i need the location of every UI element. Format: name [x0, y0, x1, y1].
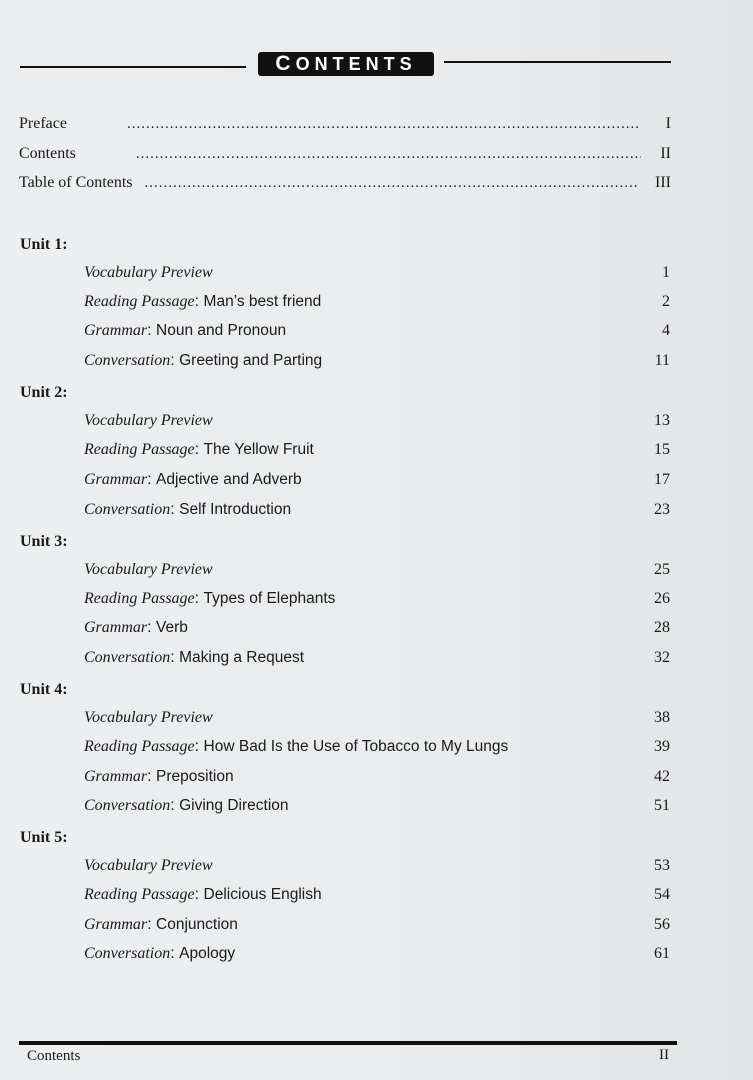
entry-page: 13 [654, 412, 670, 429]
entry-type: Reading Passage [84, 590, 195, 607]
entry-page: 61 [654, 945, 670, 962]
entry-type: Reading Passage [84, 886, 195, 903]
entry-page: 53 [654, 857, 670, 874]
entry-topic: How Bad Is the Use of Tobacco to My Lungs [203, 738, 509, 755]
entry-topic: Apology [179, 945, 236, 962]
toc-entry: Conversation: Making a Request 32 [84, 649, 670, 666]
entry-topic: Noun and Pronoun [156, 322, 287, 339]
toc-entry: Grammar: Conjunction 56 [84, 916, 670, 933]
dot-leader [127, 116, 641, 133]
entry-type: Conversation [84, 352, 171, 369]
toc-entry [84, 412, 670, 430]
footer-rule [19, 1041, 677, 1045]
dot-leader [145, 175, 639, 192]
entry-type: Vocabulary Preview [84, 561, 213, 578]
toc-entry: Reading Passage: Man’s best friend 2 [84, 293, 670, 310]
entry-page: 38 [654, 709, 670, 726]
entry-topic: Adjective and Adverb [156, 471, 302, 488]
front-matter-row [19, 145, 671, 167]
toc-entry [84, 264, 670, 282]
dot-leader [136, 146, 641, 163]
entry-type: Grammar [84, 768, 148, 785]
header-rule-left [20, 66, 246, 68]
entry-page: 51 [654, 797, 670, 814]
entry-page: 1 [662, 264, 670, 281]
entry-page: 32 [654, 649, 670, 666]
header-rule-right [444, 61, 671, 63]
front-matter-page: II [660, 145, 671, 162]
toc-entry: Reading Passage: Delicious English 54 [84, 886, 670, 903]
front-matter-page: I [665, 115, 671, 132]
entry-page: 15 [654, 441, 670, 458]
entry-page: 54 [654, 886, 670, 903]
front-matter-title: Contents [19, 145, 76, 162]
entry-type: Grammar [84, 619, 148, 636]
toc-entry: Grammar: Preposition 42 [84, 768, 670, 785]
entry-topic: Types of Elephants [203, 590, 336, 607]
entry-page: 2 [662, 293, 670, 310]
entry-topic: Greeting and Parting [179, 352, 323, 369]
front-matter-title: Preface [19, 115, 67, 132]
footer-section-label: Contents [27, 1048, 81, 1064]
entry-page: 39 [654, 738, 670, 755]
entry-page: 4 [662, 322, 670, 339]
entry-page: 42 [654, 768, 670, 785]
entry-type: Grammar [84, 916, 148, 933]
contents-heading-box [258, 52, 434, 76]
entry-type: Conversation [84, 649, 171, 666]
page-title: CONTENTS [275, 52, 417, 75]
entry-page: 28 [654, 619, 670, 636]
front-matter-page: III [655, 174, 671, 191]
entry-type: Vocabulary Preview [84, 857, 213, 874]
toc-entry: Grammar: Verb 28 [84, 619, 670, 636]
entry-type: Reading Passage [84, 441, 195, 458]
entry-topic: Delicious English [203, 886, 322, 903]
unit-heading: Unit 4: [20, 681, 68, 698]
toc-entry: Grammar: Adjective and Adverb 17 [84, 471, 670, 488]
entry-topic: Preposition [156, 768, 234, 785]
entry-type: Grammar [84, 471, 148, 488]
entry-topic: Conjunction [156, 916, 238, 933]
front-matter-title: Table of Contents [19, 174, 133, 191]
entry-page: 23 [654, 501, 670, 518]
entry-type: Reading Passage [84, 738, 195, 755]
toc-entry: Conversation: Giving Direction 51 [84, 797, 670, 814]
entry-topic: Man’s best friend [203, 293, 322, 310]
entry-page: 25 [654, 561, 670, 578]
entry-type: Vocabulary Preview [84, 264, 213, 281]
entry-type: Conversation [84, 501, 171, 518]
entry-type: Reading Passage [84, 293, 195, 310]
front-matter-row [19, 174, 671, 196]
entry-page: 17 [654, 471, 670, 488]
entry-topic: Making a Request [179, 649, 305, 666]
entry-type: Grammar [84, 322, 148, 339]
toc-entry: Grammar: Noun and Pronoun 4 [84, 322, 670, 339]
entry-type: Conversation [84, 797, 171, 814]
footer-page-number: II [659, 1047, 669, 1063]
entry-topic: Verb [156, 619, 188, 636]
toc-entry: Conversation: Apology 61 [84, 945, 670, 962]
entry-type: Conversation [84, 945, 171, 962]
unit-heading: Unit 5: [20, 829, 68, 846]
entry-page: 56 [654, 916, 670, 933]
entry-page: 26 [654, 590, 670, 607]
toc-entry: Reading Passage: How Bad Is the Use of Tobacco to My Lungs 39 [84, 738, 670, 755]
toc-entry: Reading Passage: Types of Elephants 26 [84, 590, 670, 607]
entry-topic: The Yellow Fruit [203, 441, 314, 458]
toc-entry: Conversation: Greeting and Parting 11 [84, 352, 670, 369]
toc-entry [84, 857, 670, 875]
entry-topic: Self Introduction [179, 501, 292, 518]
entry-type: Vocabulary Preview [84, 709, 213, 726]
entry-topic: Giving Direction [179, 797, 289, 814]
unit-heading: Unit 3: [20, 533, 68, 550]
entry-type: Vocabulary Preview [84, 412, 213, 429]
front-matter-row [19, 115, 671, 137]
toc-entry: Reading Passage: The Yellow Fruit 15 [84, 441, 670, 458]
toc-entry: Conversation: Self Introduction 23 [84, 501, 670, 518]
toc-entry [84, 561, 670, 579]
unit-heading: Unit 2: [20, 384, 68, 401]
toc-entry [84, 709, 670, 727]
entry-page: 11 [654, 352, 670, 369]
unit-heading: Unit 1: [20, 236, 68, 253]
